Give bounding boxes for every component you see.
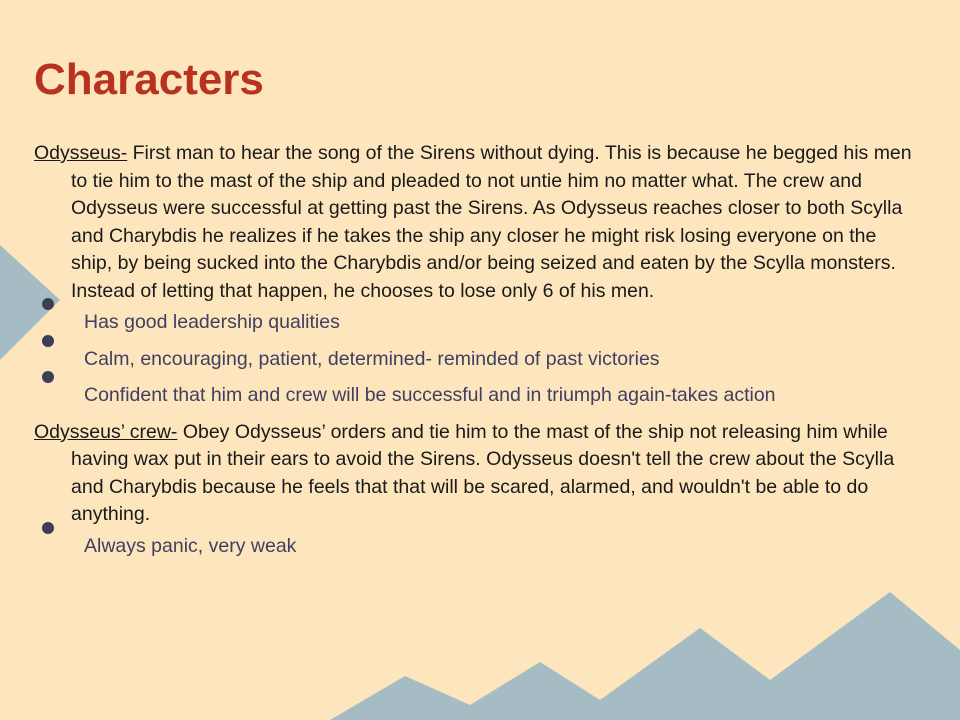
bullet-item: [34, 309, 916, 337]
crew-term: Odysseus’ crew-: [34, 420, 178, 443]
bullet-dot-icon: [42, 298, 54, 310]
odysseus-term: Odysseus-: [34, 142, 128, 164]
bottom-mountain-shapes: [330, 592, 960, 720]
bullet-text: Always panic, very weak: [84, 534, 297, 557]
bullet-item: [34, 533, 916, 561]
odysseus-paragraph: [34, 140, 916, 305]
bullet-text: Calm, encouraging, patient, determined- reminded of past victories: [84, 347, 660, 370]
bullet-item: [34, 346, 916, 374]
bullet-dot-icon: [42, 522, 54, 534]
crew-paragraph: [34, 419, 916, 529]
bullet-dot-icon: [42, 335, 54, 347]
crew-bullets: [34, 533, 916, 561]
odysseus-bullets: [34, 309, 916, 410]
bullet-text: Confident that him and crew will be successful and in triumph again-takes action: [84, 384, 776, 406]
slide-content: [34, 140, 916, 569]
crew-description: Obey Odysseus’ orders and tie him to the mast of the ship not releasing him while having wax put in their ears to avoid the Sirens. Odysseus doesn't tell the crew about the Scylla and Charybdis because he feels that that will be scared, alarmed, and wouldn't be able to do anything.: [71, 420, 895, 525]
odysseus-description: First man to hear the song of the Sirens without dying. This is because he begged his men to tie him to the mast of the ship and pleaded to not untie him no matter what. The crew and Odysseus were successful at getting past the Sirens. As Odysseus reaches closer to both Scylla and Charybdis he realizes if he takes the ship any closer he might risk losing everyone on the ship, by being sucked into the Charybdis and/or being seized and eaten by the Scylla monsters. Instead of letting that happen, he chooses to lose only 6 of his men.: [71, 142, 912, 302]
bullet-text: Has good leadership qualities: [84, 311, 340, 333]
bullet-dot-icon: [42, 371, 54, 383]
bullet-item: [34, 382, 916, 410]
slide-title: Characters: [34, 55, 264, 104]
